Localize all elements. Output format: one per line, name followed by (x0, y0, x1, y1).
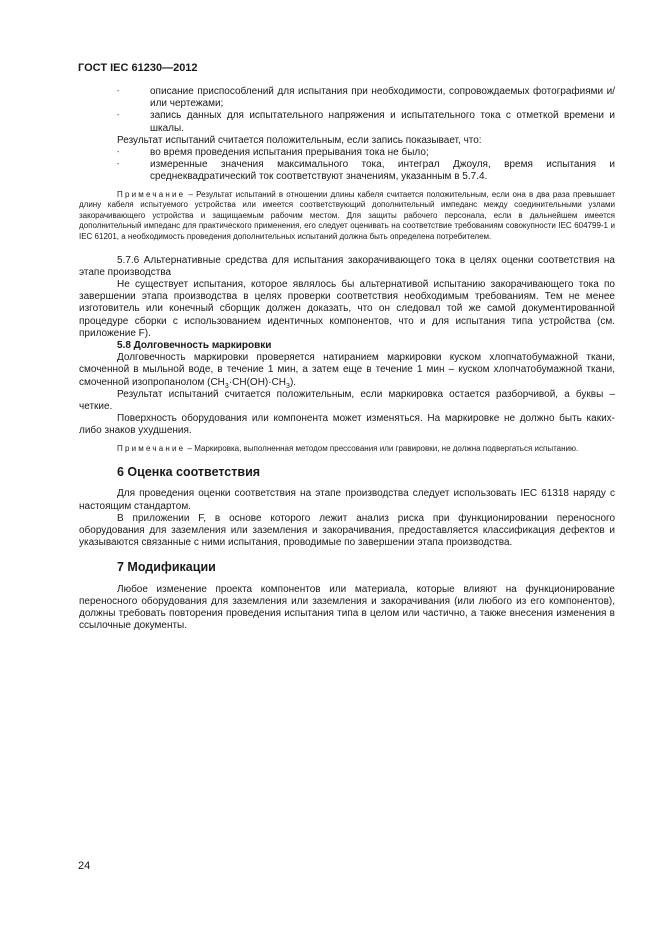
list-item-text: во время проведения испытания прерывания тока не было; (150, 147, 429, 159)
bullet-mark: - (117, 161, 120, 169)
bullet-mark: - (117, 149, 120, 157)
subscript: 3 (286, 382, 290, 390)
bullet-mark: - (117, 88, 120, 95)
paragraph-text: Долговечность маркировки проверяется натиранием маркировки куском хлопчатобумажной ткани, смоченной в мыльной воде, в течение 1 мин, а затем еще в течение 1 мин – куском хлопчатобумажной ткани, смоченной изопропанолом (CH (79, 352, 615, 388)
paragraph (79, 352, 615, 389)
paragraph: Любое изменение проекта компонентов или материала, которые влияют на функционирование переносного оборудования для заземления или заземления и закорачивания (или любого из его компонентов), должны требовать повторения проведения испытания типа в целом или частично, а также внесения изменения в ссылочные документы. (79, 583, 615, 632)
section-heading: 7 Модификации (117, 560, 216, 575)
paragraph: Для проведения оценки соответствия на этапе производства следует использовать IEC 61318 наряду с настоящим стандартом. (79, 488, 615, 512)
section-heading: 6 Оценка соответствия (117, 465, 261, 480)
note (79, 190, 615, 243)
spacer (79, 243, 615, 255)
note-label: Примечание (117, 443, 186, 453)
paragraph: В приложении F, в основе которого лежит анализ риска при функционировании переносного оборудования для заземления или заземления и закорачивания, предоставляется классификация дефектов и указываются связанные с ними испытания, проводимые по завершении этапа производства. (79, 512, 615, 549)
paragraph-text: ·CH(OH)·CH (228, 376, 287, 388)
page-number: 24 (78, 860, 91, 872)
document-header: ГОСТ IEC 61230—2012 (78, 62, 198, 74)
paragraph: Результат испытаний считается положительным, если маркировка остается разборчивой, а буквы – четкие. (79, 388, 615, 413)
bullet-mark: - (117, 112, 120, 120)
document-body (79, 86, 615, 632)
list-item-text: запись данных для испытательного напряжения и испытательного тока с отметкой времени и шкалы. (150, 110, 615, 134)
list-item-text: измеренные значения максимального тока, интеграл Джоуля, время испытания и среднеквадратический ток соответствуют значениям, указанным в 5.7.4. (150, 159, 615, 183)
list-item (79, 110, 615, 134)
section-title: 5.8 Долговечность маркировки (117, 340, 272, 352)
note-label: Примечание (117, 189, 186, 199)
paragraph-text: ). (289, 376, 297, 388)
list-item (79, 86, 615, 110)
subscript: 3 (224, 382, 229, 390)
list-item-text: описание приспособлений для испытания при необходимости, сопровождаемых фотографиями и/или чертежами; (150, 86, 615, 110)
note (79, 444, 615, 455)
note-text: – Маркировка, выполненная методом прессования или гравировки, не должна подвергаться испытанию. (187, 443, 579, 453)
list-item (79, 159, 615, 183)
paragraph: 5.7.6 Альтернативные средства для испытания закорачивающего тока в целях оценки соответствия на этапе производства (79, 254, 615, 278)
paragraph: Результат испытаний считается положительным, если запись показывает, что: (117, 134, 482, 146)
list-item (79, 147, 615, 159)
paragraph: Не существует испытания, которое являлось бы альтернативой испытанию закорачивающего тока по завершении этапа производства в целях проверки соответствия необходимым требованиям. Тем не менее изготовитель или конечный сборщик должен доказать, что он следовал той же самой документированной процедуре сборки с использованием идентичных компонентов, что и для испытания типа устройства (см. приложение F). (79, 279, 615, 339)
note-text: – Результат испытаний в отношении длины кабеля считается положительным, если она в два раза превышает длину кабеля испытуемого устройства или имеется соответствующий дополнительный импеданс между соединительными узлами закорачивающего устройства и защищаемым рабочим местом. Для защиты рабочего персонала, если в дальнейшем имеется дополнительный импеданс для практического применения, его следует оценивать на соответствие требованиям совокупности IEC 604799-1 и IEC 61201, а необходимость проведения дополнительных испытаний должна быть определена потребителем. (79, 189, 615, 241)
paragraph: Поверхность оборудования или компонента может изменяться. На маркировке не должно быть каких-либо знаков ухудшения. (79, 413, 615, 437)
